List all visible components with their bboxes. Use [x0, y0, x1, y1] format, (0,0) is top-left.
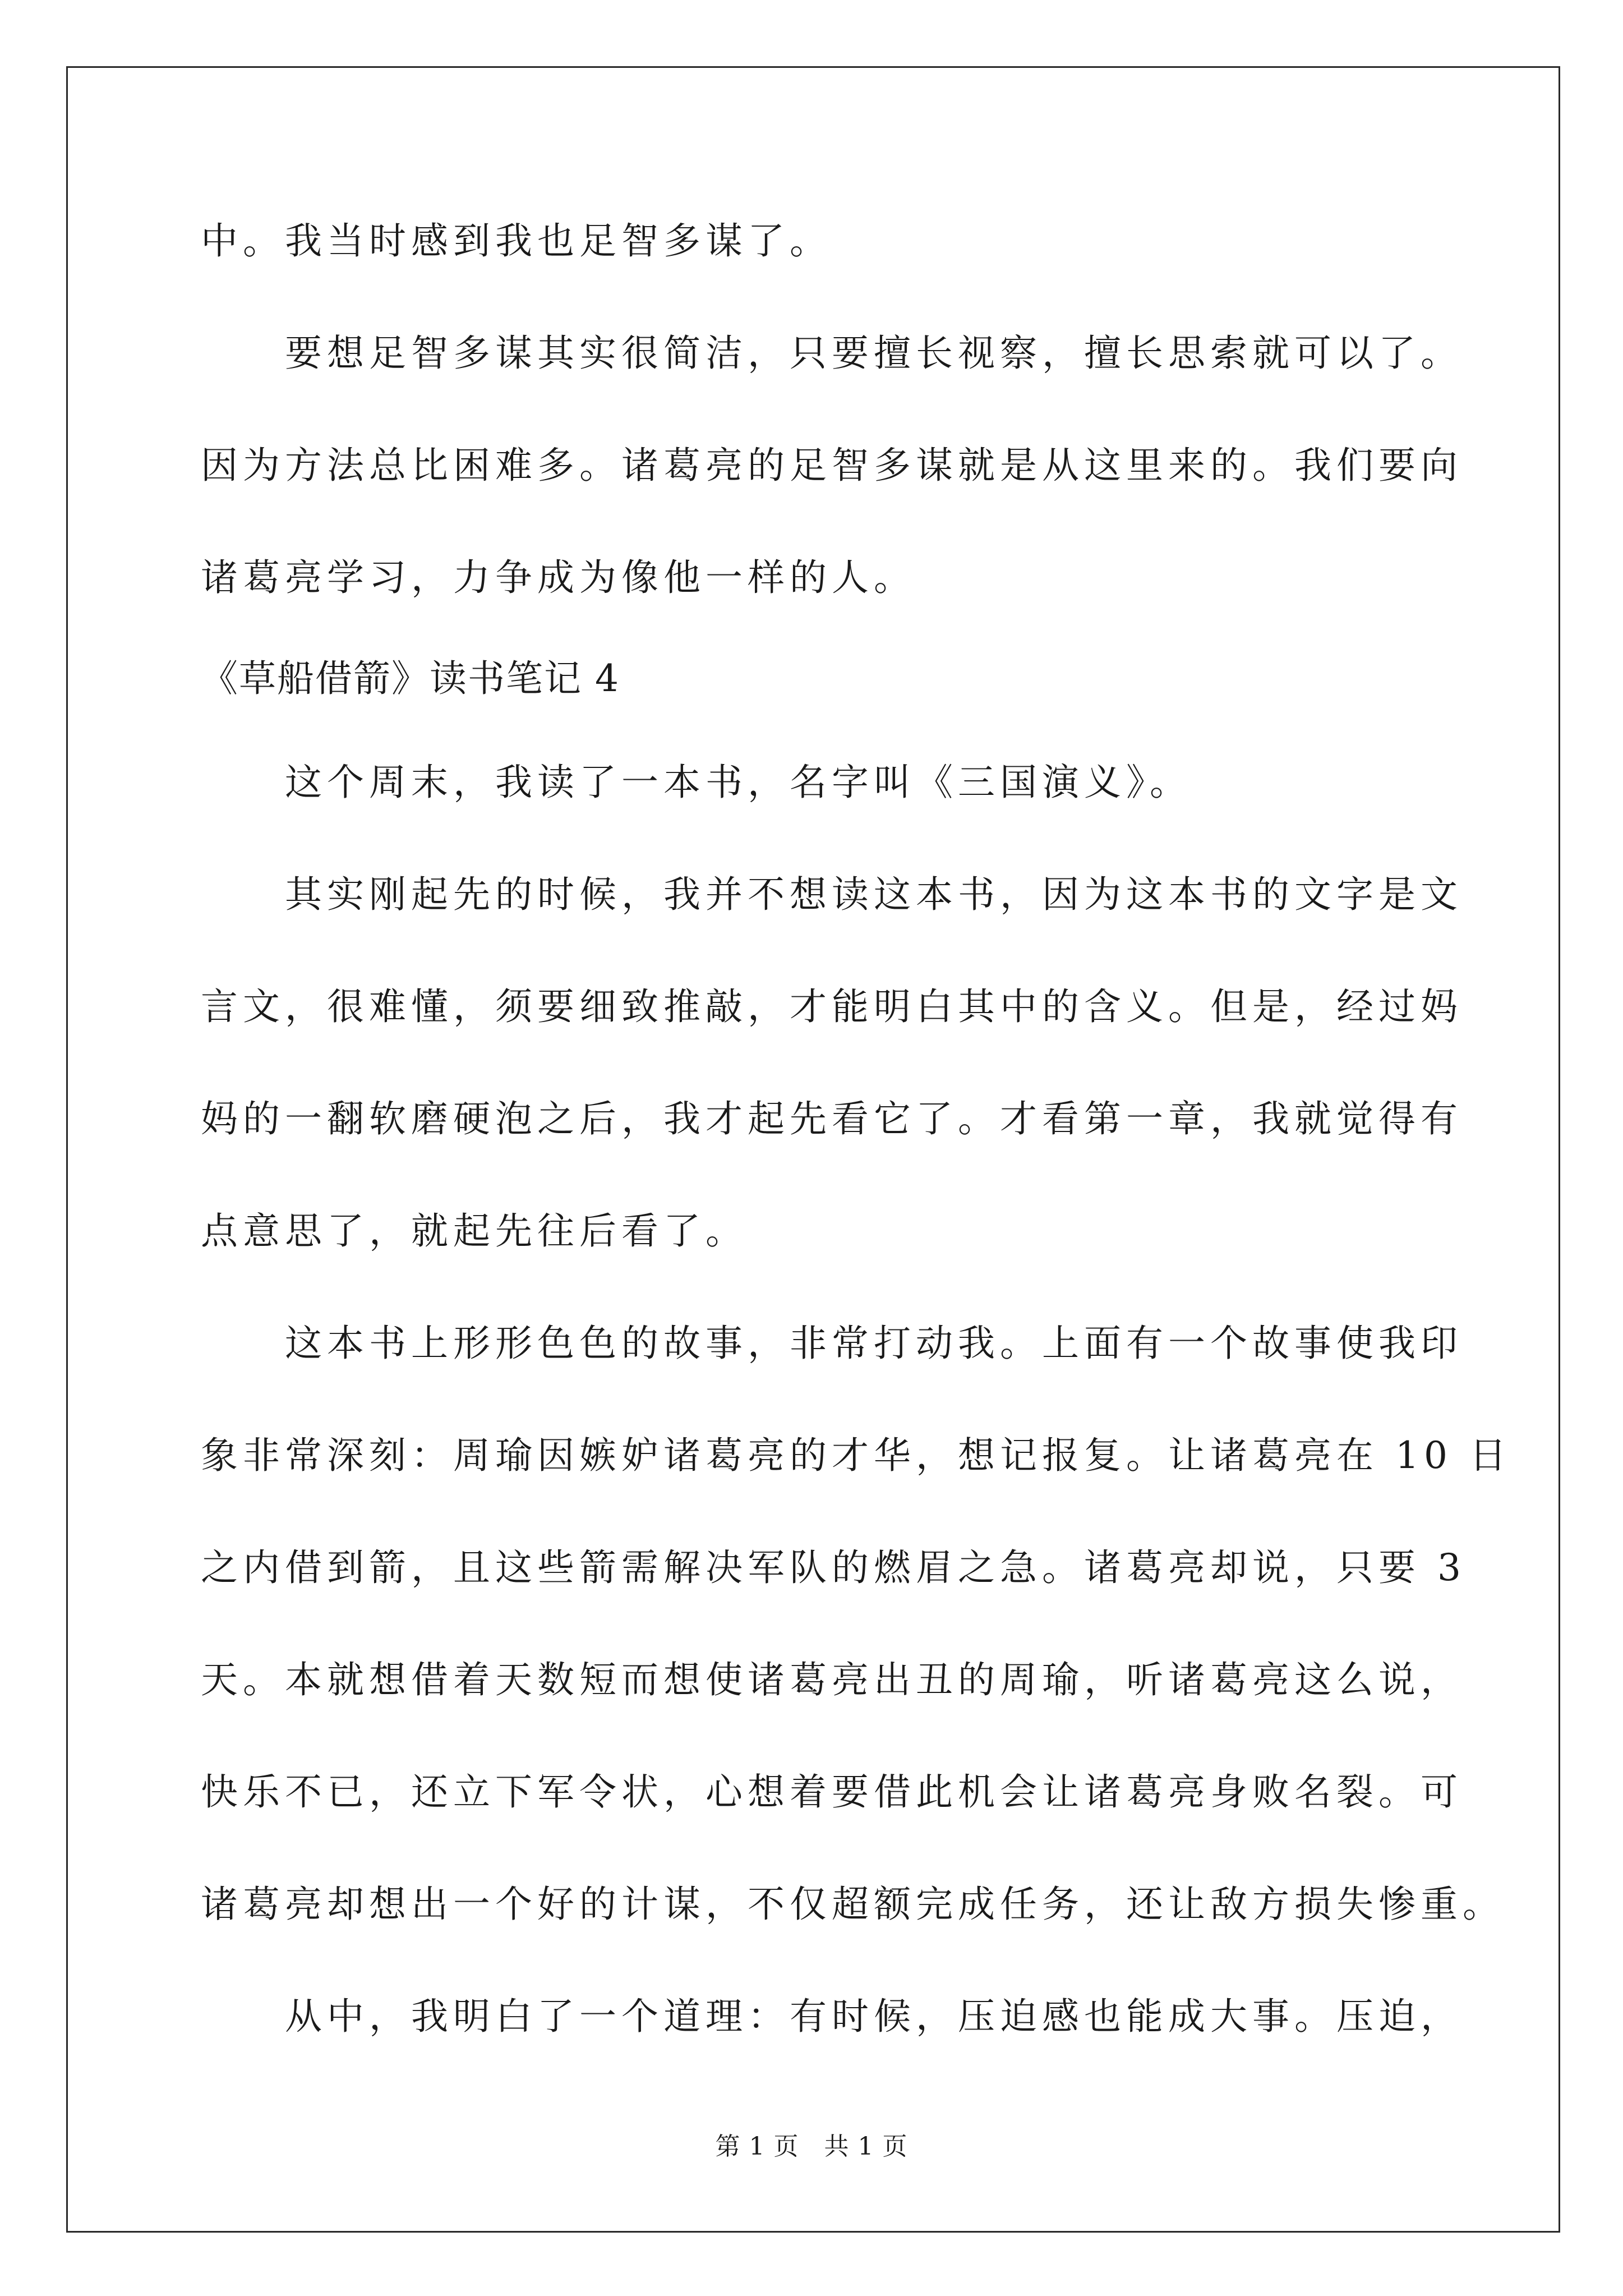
text-line: 快乐不已，还立下军令状，心想着要借此机会让诸葛亮身败名裂。可: [201, 1770, 1463, 1814]
text-line: 诸葛亮却想出一个好的计谋，不仅超额完成任务，还让敌方损失惨重。: [201, 1883, 1505, 1926]
text-line: 这个周末，我读了一本书，名字叫《三国演义》。: [201, 761, 1192, 804]
text-line: 诸葛亮学习，力争成为像他一样的人。: [201, 556, 916, 599]
text-line: 妈的一翻软磨硬泡之后，我才起先看它了。才看第一章，我就觉得有: [201, 1097, 1463, 1140]
page-number-footer: 第 1 页 共 1 页: [715, 2132, 908, 2161]
section-title: 《草船借箭》读书笔记 4: [201, 657, 620, 700]
text-line: 其实刚起先的时候，我并不想读这本书，因为这本书的文字是文: [201, 873, 1463, 916]
text-line: 之内借到箭，且这些箭需解决军队的燃眉之急。诸葛亮却说，只要 3: [201, 1546, 1466, 1589]
text-line: 象非常深刻：周瑜因嫉妒诸葛亮的才华，想记报复。让诸葛亮在 10 日: [201, 1434, 1511, 1477]
text-line: 天。本就想借着天数短而想使诸葛亮出丑的周瑜，听诸葛亮这么说，: [201, 1658, 1463, 1701]
text-line: 这本书上形形色色的故事，非常打动我。上面有一个故事使我印: [201, 1322, 1463, 1365]
text-line: 从中，我明白了一个道理：有时候，压迫感也能成大事。压迫，: [201, 1995, 1463, 2038]
text-line: 要想足智多谋其实很简洁，只要擅长视察，擅长思索就可以了。: [201, 332, 1463, 375]
text-line: 点意思了，就起先往后看了。: [201, 1209, 748, 1253]
text-line: 言文，很难懂，须要细致推敲，才能明白其中的含义。但是，经过妈: [201, 985, 1463, 1028]
text-line: 因为方法总比困难多。诸葛亮的足智多谋就是从这里来的。我们要向: [201, 444, 1463, 487]
text-line: 中。我当时感到我也足智多谋了。: [201, 219, 832, 263]
